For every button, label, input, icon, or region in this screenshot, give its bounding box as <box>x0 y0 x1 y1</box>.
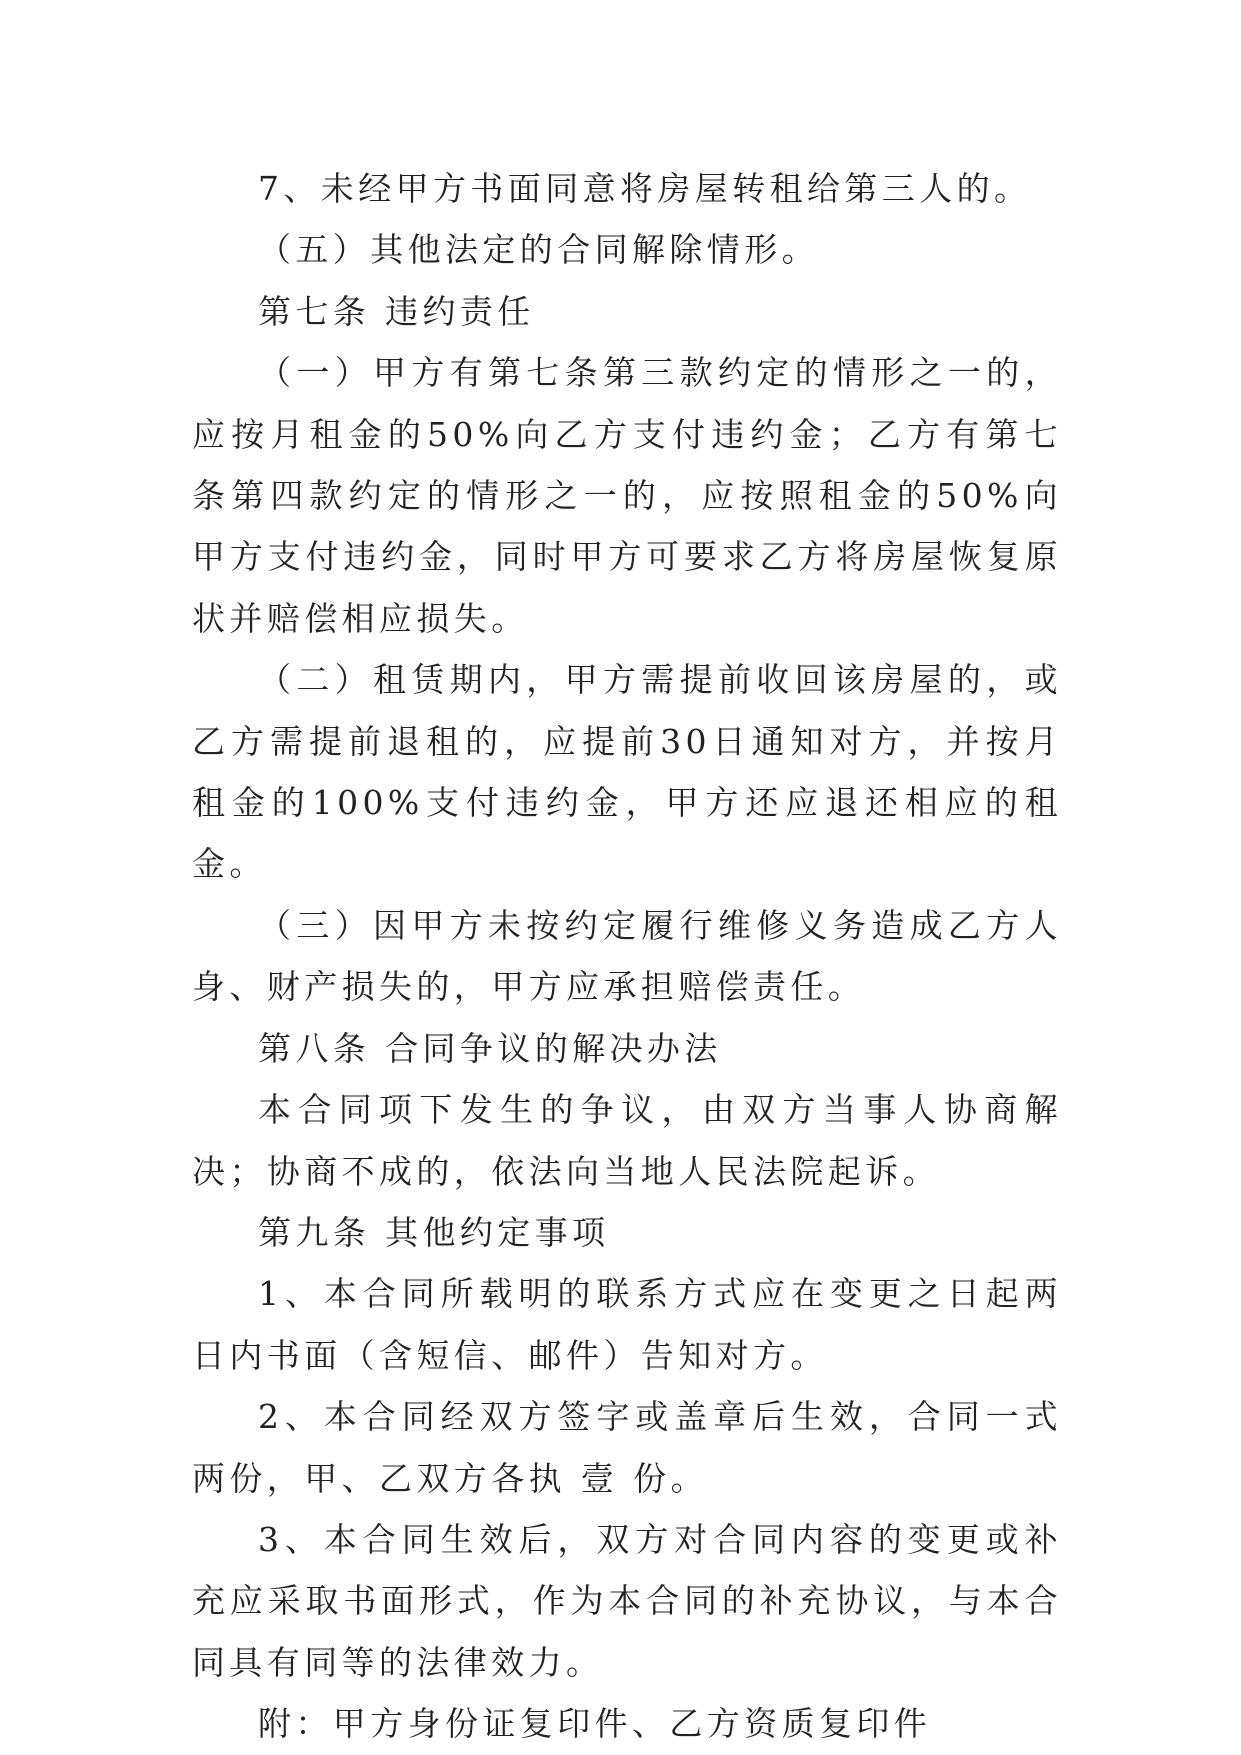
document-body <box>192 158 1062 1755</box>
paragraph-other-3: 3、本合同生效后，双方对合同内容的变更或补充应采取书面形式，作为本合同的补充协议，与本合同具有同等的法律效力。 <box>192 1519 1062 1682</box>
paragraph-attachments: 附：甲方身份证复印件、乙方资质复印件 <box>258 1704 932 1744</box>
paragraph-other-termination: （五）其他法定的合同解除情形。 <box>258 230 819 270</box>
paragraph-breach-2: （二）租赁期内，甲方需提前收回该房屋的，或乙方需提前退租的，应提前30日通知对方，并按月租金的100%支付违约金，甲方还应退还相应的租金。 <box>192 660 1062 884</box>
paragraph-breach-1: （一）甲方有第七条第三款约定的情形之一的，应按月租金的50%向乙方支付违约金；乙方有第七条第四款约定的情形之一的，应按照租金的50%向甲方支付违约金，同时甲方可要求乙方将房屋恢复原状并赔偿相应损失。 <box>192 353 1062 638</box>
paragraph-clause-7-sublet: 7、未经甲方书面同意将房屋转租给第三人的。 <box>258 169 1032 208</box>
heading-article-7: 第七条 违约责任 <box>258 291 535 331</box>
paragraph-other-1: 1、本合同所载明的联系方式应在变更之日起两日内书面（含短信、邮件）告知对方。 <box>192 1274 1062 1375</box>
heading-article-8: 第八条 合同争议的解决办法 <box>258 1028 722 1068</box>
paragraph-other-2: 2、本合同经双方签字或盖章后生效，合同一式两份，甲、乙双方各执 壹 份。 <box>192 1397 1062 1498</box>
paragraph-breach-3: （三）因甲方未按约定履行维修义务造成乙方人身、财产损失的，甲方应承担赔偿责任。 <box>192 905 1062 1007</box>
paragraph-dispute-resolution: 本合同项下发生的争议，由双方当事人协商解决；协商不成的，依法向当地人民法院起诉。 <box>192 1090 1062 1191</box>
heading-article-9: 第九条 其他约定事项 <box>258 1212 610 1252</box>
